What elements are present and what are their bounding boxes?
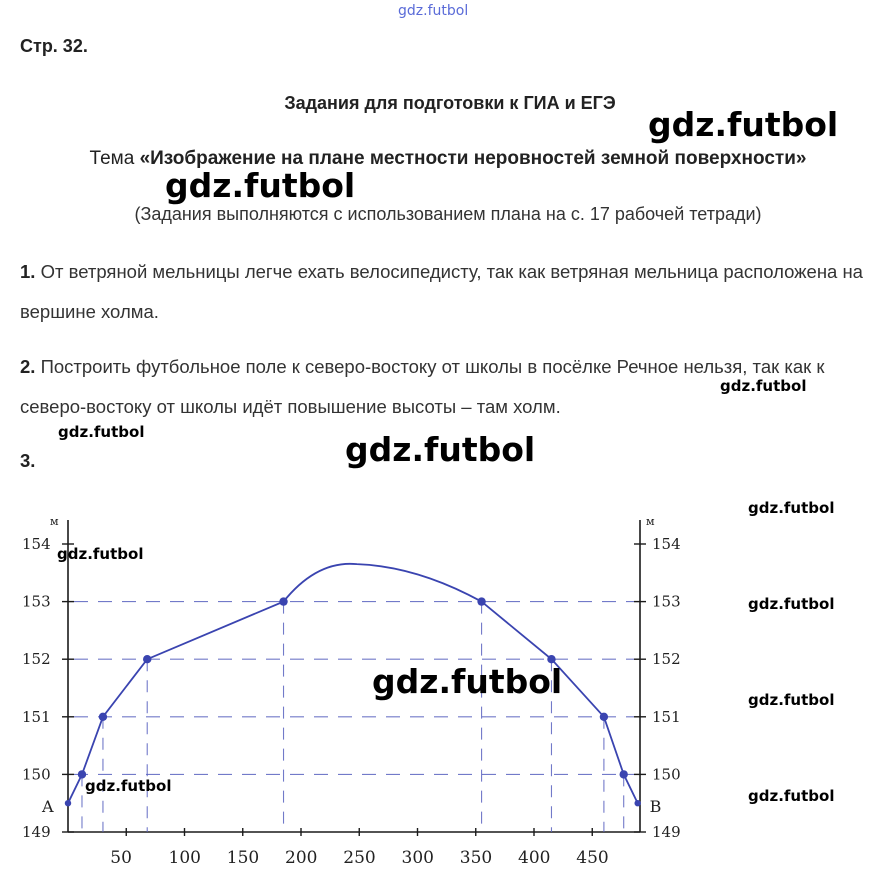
profile-point [620,770,628,778]
watermark: gdz.futbol [345,430,536,469]
x-tick-label: 150 [226,848,260,868]
point-label-b: B [649,797,662,817]
watermark: gdz.futbol [748,595,835,613]
watermark: gdz.futbol [165,166,356,205]
profile-point [143,655,151,663]
y-tick-label-right: 149 [652,823,681,841]
task-2-number: 2. [20,356,36,377]
subtitle: (Задания выполняются с использованием плана на с. 17 рабочей тетради) [134,204,762,224]
profile-point [634,800,640,806]
y-tick-label-right: 153 [652,592,681,611]
y-tick-label-right: 152 [652,650,681,669]
watermark-top: gdz.futbol [398,3,469,19]
watermark: gdz.futbol [85,777,172,795]
topic-prefix: Тема [89,148,140,169]
watermark: gdz.futbol [720,377,807,395]
x-tick-label: 100 [168,848,201,868]
y-tick-label-right: 154 [652,535,681,553]
x-tick-label: 300 [401,848,434,868]
topic-title: «Изображение на плане местности неровностей земной поверхности» [139,148,807,169]
topic-line [0,148,876,170]
x-tick-label: 400 [518,848,551,868]
right-axis-unit: м [646,515,655,528]
point-label-a: A [42,797,54,817]
x-tick-label: 200 [285,848,318,868]
x-tick-label: 250 [343,848,376,868]
y-tick-label-left: 150 [22,765,51,784]
y-tick-label-left: 149 [22,823,51,841]
x-tick-label: 350 [459,848,493,868]
watermark: gdz.futbol [748,499,835,517]
task-3-number: 3. [20,450,36,471]
profile-point [65,800,71,806]
left-axis-unit: м [50,515,59,528]
watermark: gdz.futbol [372,662,563,701]
y-tick-label-right: 150 [652,765,681,784]
profile-point [279,597,287,605]
watermark: gdz.futbol [748,787,835,805]
y-tick-label-left: 154 [22,535,51,553]
x-tick-label: 450 [576,848,609,868]
profile-point [600,713,608,721]
task-2-text: Построить футбольное поле к северо-востоку от школы в посёлке Речное нельзя, так как к северо-востоку от школы идёт повышение высоты – там холм. [20,356,825,417]
profile-point [477,597,485,605]
watermark: gdz.futbol [58,423,145,441]
page-reference: Стр. 32. [20,36,88,56]
section-heading: Задания для подготовки к ГИА и ЕГЭ [284,93,616,113]
y-tick-label-left: 152 [22,650,51,669]
y-tick-label-right: 151 [652,707,681,726]
watermark: gdz.futbol [648,105,839,144]
y-tick-label-left: 153 [22,592,51,611]
task-1 [20,252,870,332]
x-tick-label: 50 [110,848,132,868]
watermark: gdz.futbol [748,691,835,709]
y-tick-label-left: 151 [22,707,51,726]
watermark: gdz.futbol [57,545,144,563]
task-1-text: От ветряной мельницы легче ехать велосипедисту, так как ветряная мельница расположена на вершине холма. [20,261,863,322]
profile-point [99,713,107,721]
task-1-number: 1. [20,261,36,282]
